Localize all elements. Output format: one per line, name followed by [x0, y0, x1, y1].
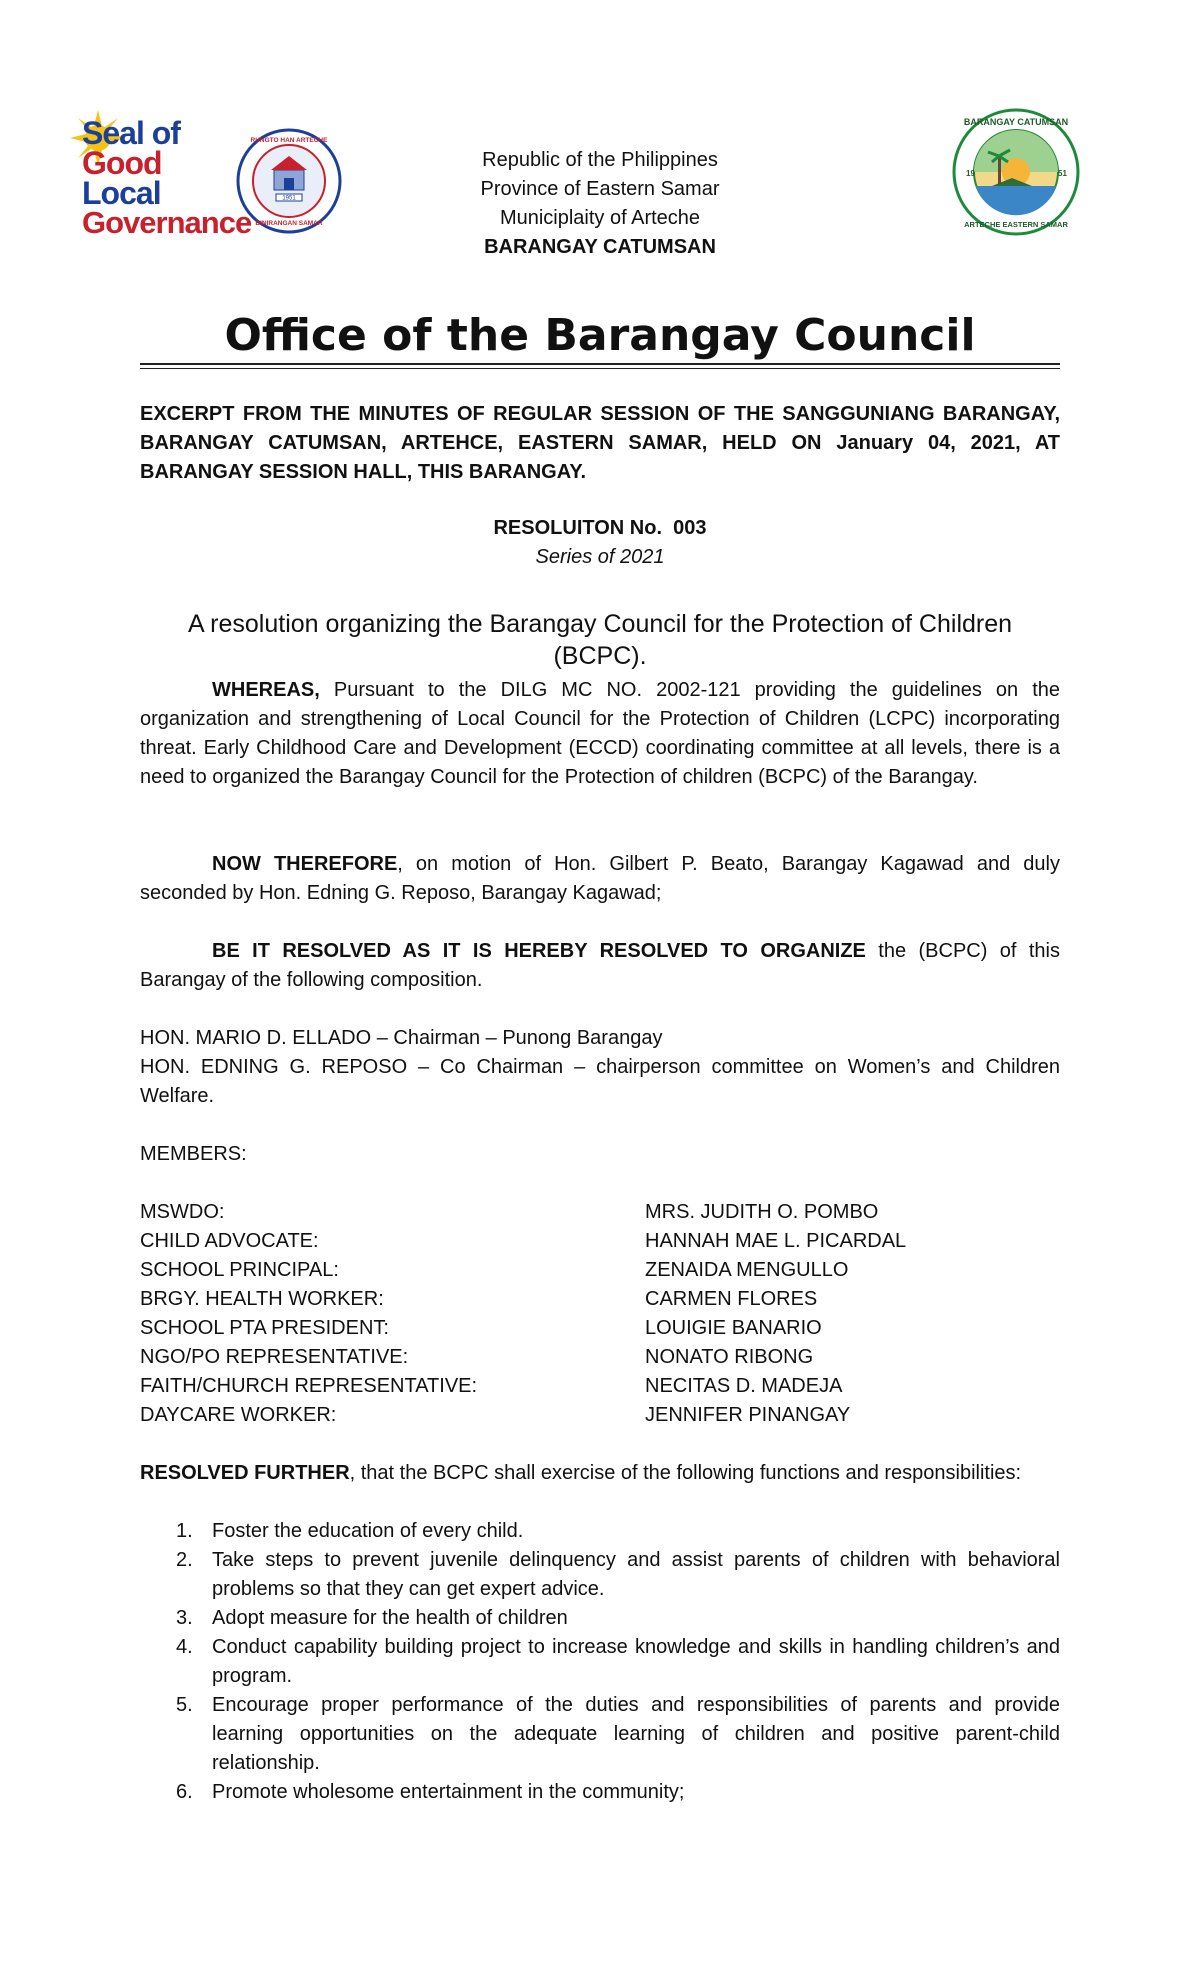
list-item-text: Promote wholesome entertainment in the community;: [212, 1781, 685, 1803]
member-name: CARMEN FLORES: [645, 1288, 818, 1310]
resolution-number: RESOLUITON No. 003: [493, 517, 707, 539]
sgl-line-2: Good: [82, 145, 162, 181]
resolved-further-paragraph: [140, 1459, 1060, 1488]
member-name: MRS. JUDITH O. POMBO: [645, 1201, 879, 1223]
sgl-line-3: Local: [82, 175, 161, 211]
letterhead: [0, 146, 1200, 262]
barangay-seal-top-text: BARANGAY CATUMSAN: [963, 117, 1069, 127]
letterhead-municipality: Municiplaity of Arteche: [499, 207, 701, 229]
list-item: [140, 1691, 1060, 1778]
barangay-seal-year-left: 19: [966, 169, 975, 178]
letterhead-province: Province of Eastern Samar: [480, 178, 720, 200]
be-it-resolved-text: the (BCPC) of this Barangay of the following composition.: [140, 940, 1060, 991]
member-role: MSWDO:: [140, 1201, 225, 1223]
barangay-seal-bottom-text: ARTECHE EASTERN SAMAR: [964, 220, 1068, 229]
now-therefore-paragraph: [140, 850, 1060, 908]
list-item-text: Foster the education of every child.: [212, 1520, 524, 1542]
list-item-number: 2.: [176, 1549, 193, 1571]
list-item: [140, 1604, 1060, 1633]
list-item-number: 5.: [176, 1694, 193, 1716]
member-row: [140, 1227, 1060, 1256]
whereas-text: Pursuant to the DILG MC NO. 2002-121 providing the guidelines on the organization and strengthening of Local Council for the Protection of Children (LCPC) incorporating threat. Early Childhood Care and Development (ECCD) coordinating committee at all levels, there is a need to organized the Barangay Council for the Protection of children (BCPC) of the Barangay.: [140, 679, 1060, 788]
member-name: HANNAH MAE L. PICARDAL: [645, 1230, 907, 1252]
member-row: [140, 1314, 1060, 1343]
sgl-line-1: Seal of: [82, 115, 180, 151]
sgl-line-4: Governance: [82, 205, 252, 240]
member-row: [140, 1343, 1060, 1372]
officer-co-chairman: HON. EDNING G. REPOSO – Co Chairman – chairperson committee on Women’s and Children Welfare.: [140, 1056, 1060, 1107]
arteche-seal-top-text: RUNGTO HAN ARTECHE: [250, 137, 328, 144]
officers-block: [140, 1024, 1060, 1111]
title-rule-thick: [140, 363, 1060, 365]
letterhead-republic: Republic of the Philippines: [482, 149, 718, 171]
list-item-number: 6.: [176, 1781, 193, 1803]
be-it-resolved-lead: BE IT RESOLVED AS IT IS HEREBY RESOLVED TO ORGANIZE: [212, 940, 866, 962]
list-item-number: 1.: [176, 1520, 193, 1542]
barangay-seal-year-right: 51: [1058, 169, 1067, 178]
title-rule-thin: [140, 368, 1060, 369]
member-row: [140, 1198, 1060, 1227]
whereas-paragraph: [140, 676, 1060, 792]
list-item: [140, 1546, 1060, 1604]
member-row: [140, 1372, 1060, 1401]
member-name: JENNIFER PINANGAY: [645, 1404, 851, 1426]
member-name: NECITAS D. MADEJA: [645, 1375, 843, 1397]
resolution-number-block: [0, 514, 1200, 572]
member-role: DAYCARE WORKER:: [140, 1404, 337, 1426]
resolved-further-text: , that the BCPC shall exercise of the following functions and responsibilities:: [349, 1462, 1022, 1484]
member-row: [140, 1256, 1060, 1285]
functions-list: [140, 1517, 1060, 1807]
be-it-resolved-paragraph: [140, 937, 1060, 995]
resolution-subject: A resolution organizing the Barangay Council for the Protection of Children (BCPC).: [187, 610, 1013, 670]
list-item-text: Take steps to prevent juvenile delinquency and assist parents of children with behavioral problems so that they can get expert advice.: [212, 1549, 1060, 1600]
list-item-text: Encourage proper performance of the duties and responsibilities of parents and provide learning opportunities on the adequate learning of children and positive parent-child relationship.: [212, 1694, 1060, 1774]
list-item: [140, 1778, 1060, 1807]
members-label: MEMBERS:: [140, 1143, 247, 1165]
list-item-text: Conduct capability building project to increase knowledge and skills in handling children’s and program.: [212, 1636, 1060, 1687]
office-title: Office of the Barangay Council: [224, 310, 976, 361]
member-role: BRGY. HEALTH WORKER:: [140, 1288, 384, 1310]
arteche-seal-year: 1951: [282, 195, 296, 202]
member-role: SCHOOL PRINCIPAL:: [140, 1259, 339, 1281]
member-role: CHILD ADVOCATE:: [140, 1230, 319, 1252]
member-name: ZENAIDA MENGULLO: [645, 1259, 849, 1281]
member-row: [140, 1285, 1060, 1314]
member-row: [140, 1401, 1060, 1430]
member-role: SCHOOL PTA PRESIDENT:: [140, 1317, 389, 1339]
members-table: [140, 1198, 1060, 1430]
list-item-number: 4.: [176, 1636, 193, 1658]
whereas-lead: WHEREAS,: [212, 679, 320, 701]
member-name: NONATO RIBONG: [645, 1346, 814, 1368]
now-therefore-text: , on motion of Hon. Gilbert P. Beato, Barangay Kagawad and duly seconded by Hon. Edning G. Reposo, Barangay Kagawad;: [140, 853, 1060, 904]
resolved-further-lead: RESOLVED FURTHER: [140, 1462, 350, 1484]
list-item-text: Adopt measure for the health of children: [212, 1607, 568, 1629]
letterhead-barangay: BARANGAY CATUMSAN: [484, 236, 716, 258]
list-item: [140, 1633, 1060, 1691]
member-role: NGO/PO REPRESENTATIVE:: [140, 1346, 409, 1368]
arteche-seal-bottom-text: BINIRANGAN SAMAR: [255, 220, 323, 227]
resolution-series: Series of 2021: [535, 546, 665, 568]
minutes-excerpt: EXCERPT FROM THE MINUTES OF REGULAR SESSION OF THE SANGGUNIANG BARANGAY, BARANGAY CATUMSAN, ARTEHCE, EASTERN SAMAR, HELD ON January 04, 2021, AT BARANGAY SESSION HALL, THIS BARANGAY.: [140, 403, 1060, 483]
member-role: FAITH/CHURCH REPRESENTATIVE:: [140, 1375, 478, 1397]
list-item-number: 3.: [176, 1607, 193, 1629]
officer-chairman: HON. MARIO D. ELLADO – Chairman – Punong Barangay: [140, 1027, 663, 1049]
list-item: [140, 1517, 1060, 1546]
now-therefore-lead: NOW THEREFORE: [212, 853, 398, 875]
member-name: LOUIGIE BANARIO: [645, 1317, 822, 1339]
